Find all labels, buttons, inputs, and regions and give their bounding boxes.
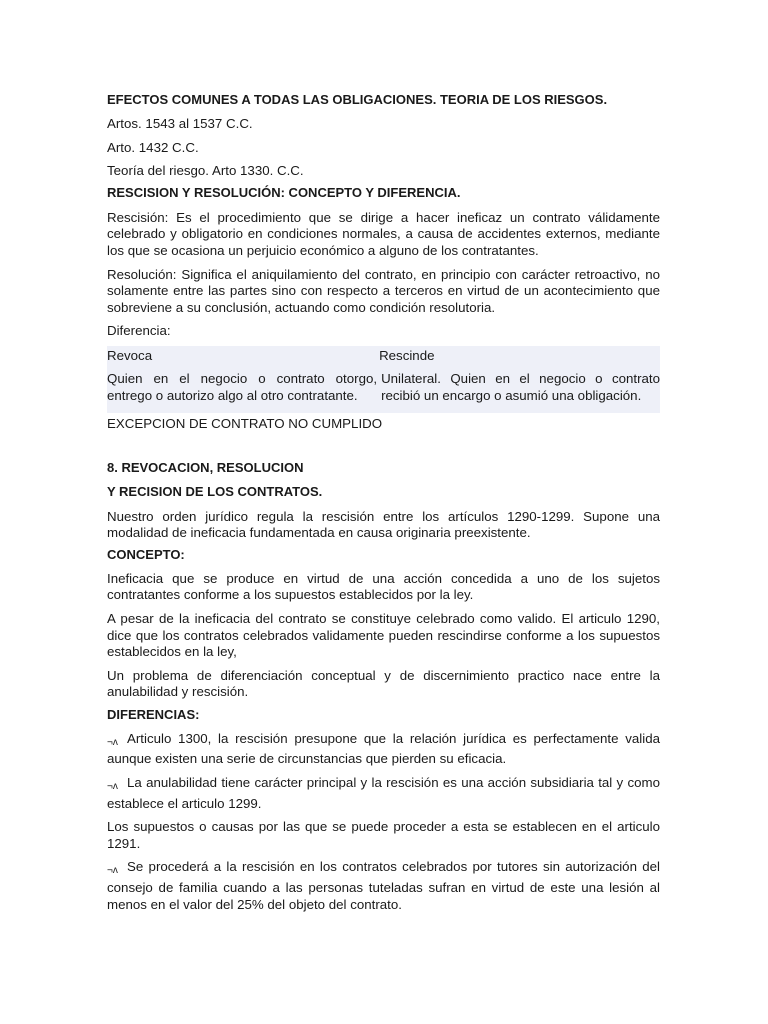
heading-recision-contratos: Y RECISION DE LOS CONTRATOS. [107, 483, 323, 499]
paragraph-supuestos: Los supuestos o causas por las que se puede proceder a esta se establecen en el articulo 1291. [107, 819, 660, 851]
line-teoria-riesgo: Teoría del riesgo. Arto 1330. C.C. [107, 163, 304, 179]
heading-revocacion: 8. REVOCACION, RESOLUCION [107, 459, 304, 475]
line-excepcion: EXCEPCION DE CONTRATO NO CUMPLIDO [107, 415, 383, 431]
label-diferencia: Diferencia: [107, 323, 171, 339]
table-cell-rescinde: Unilateral. Quien en el negocio o contrato recibió un encargo o asumió una obligación. [381, 370, 660, 403]
bullet-text-2: La anulabilidad tiene carácter principal y la rescisión es una acción subsidiaria tal y como establece el articulo 1299. [107, 775, 660, 811]
bullet-text-1: Articulo 1300, la rescisión presupone que la relación jurídica es perfectamente valida aunque existen una serie de circunstancias que pierden su eficacia. [107, 730, 660, 767]
heading-rescision-resolucion: RESCISION Y RESOLUCIÓN: CONCEPTO Y DIFERENCIA. [107, 184, 461, 200]
difference-table [107, 346, 660, 413]
heading-efectos: EFECTOS COMUNES A TODAS LAS OBLIGACIONES. TEORIA DE LOS RIESGOS. [107, 92, 608, 107]
table-header-rescinde: Rescinde [379, 347, 435, 363]
table-cell-revoca: Quien en el negocio o contrato otorgo, entrego o autorizo algo al otro contratante. [107, 370, 378, 403]
paragraph-orden-juridico: Nuestro orden jurídico regula la rescisión entre los artículos 1290-1299. Supone una modalidad de ineficacia fundamentada en causa originaria preexistente. [107, 508, 660, 541]
paragraph-ineficacia: Ineficacia que se produce en virtud de una acción concedida a uno de los sujetos contratantes conforme a los supuestos establecidos por la ley. [107, 570, 660, 603]
list-item [107, 731, 660, 768]
heading-diferencias: DIFERENCIAS: [107, 706, 200, 722]
table-header-revoca: Revoca [107, 347, 153, 363]
table-row [107, 371, 660, 413]
paragraph-rescision: Rescisión: Es el procedimiento que se dirige a hacer ineficaz un contrato válidamente celebrado y obligatorio en condiciones normales, a causa de accidentes externos, mediante los que se ocasiona un perjuicio económico a alguno de los contratantes. [107, 209, 660, 258]
list-item [107, 859, 660, 913]
bullet-glyph: ¬ʌ [107, 865, 118, 877]
paragraph-resolucion: Resolución: Significa el aniquilamiento del contrato, en principio con carácter retroactivo, no solamente entre las partes sino con respecto a terceros en virtud de un acontecimiento que sobreviene a su conclusión, actuando como condición resolutoria. [107, 266, 660, 315]
paragraph-problema: Un problema de diferenciación conceptual y de discernimiento practico nace entre la anulabilidad y rescisión. [107, 667, 660, 700]
paragraph-a-pesar: A pesar de la ineficacia del contrato se constituye celebrado como valido. El articulo 1290, dice que los contratos celebrados validamente pueden rescindirse conforme a los supuestos establecidos en la ley, [107, 610, 660, 660]
bullet-glyph: ¬ʌ [107, 736, 118, 748]
table-row [107, 346, 660, 371]
line-artos: Artos. 1543 al 1537 C.C. [107, 116, 253, 131]
heading-concepto: CONCEPTO: [107, 546, 185, 562]
list-item [107, 775, 660, 812]
bullet-text-3: Se procederá a la rescisión en los contratos celebrados por tutores sin autorización del consejo de familia cuando a las personas tuteladas sufran en virtud de este una lesión al menos en el valor del 25% del objeto del contrato. [107, 859, 660, 912]
bullet-glyph: ¬ʌ [107, 781, 118, 793]
line-arto-1432: Arto. 1432 C.C. [107, 139, 199, 155]
